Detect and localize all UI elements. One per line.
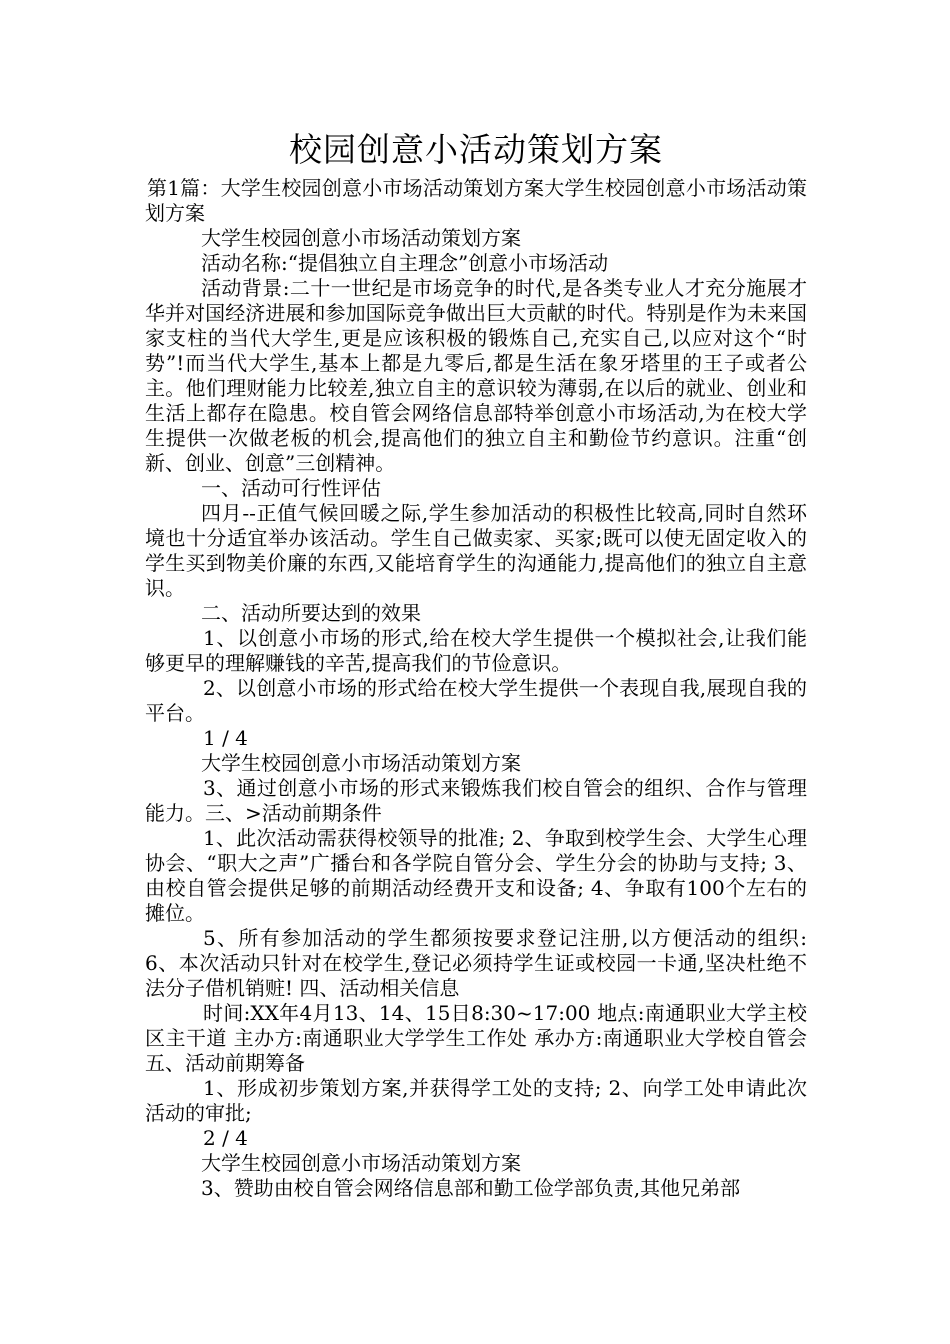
paragraph: 大学生校园创意小市场活动策划方案	[201, 226, 521, 250]
section-heading: 二、活动所要达到的效果	[201, 601, 421, 625]
paragraph: 2、以创意小市场的形式给在校大学生提供一个表现自我,展现自我的平台。	[145, 676, 807, 725]
document-title: 校园创意小活动策划方案	[289, 130, 663, 169]
paragraph: 1、此次活动需获得校领导的批准; 2、争取到校学生会、大学生心理协会、“职大之声”广播台和各学院自管分会、学生分会的协助与支持; 3、由校自管会提供足够的前期活动经费开支和设备; 4、争取有100个左右的摊位。	[145, 826, 807, 925]
running-header: 大学生校园创意小市场活动策划方案	[201, 751, 521, 775]
paragraph: 3、通过创意小市场的形式来锻炼我们校自管会的组织、合作与管理能力。三、>活动前期条件	[145, 776, 807, 825]
section-heading: 一、活动可行性评估	[201, 476, 381, 500]
paragraph: 四月--正值气候回暖之际,学生参加活动的积极性比较高,同时自然环境也十分适宜举办该活动。学生自己做卖家、买家;既可以使无固定收入的学生买到物美价廉的东西,又能培育学生的沟通能力,提高他们的独立自主意识。	[145, 501, 807, 600]
paragraph: 活动背景:二十一世纪是市场竞争的时代,是各类专业人才充分施展才华并对国经济进展和参加国际竞争做出巨大贡献的时代。特别是作为未来国家支柱的当代大学生,更是应该积极的锻炼自己,充实自己,以应对这个“时势”!而当代大学生,基本上都是九零后,都是生活在象牙塔里的王子或者公主。他们理财能力比较差,独立自主的意识较为薄弱,在以后的就业、创业和生活上都存在隐患。校自管会网络信息部特举创意小市场活动,为在校大学生提供一次做老板的机会,提高他们的独立自主和勤俭节约意识。注重“创新、创业、创意”三创精神。	[145, 276, 807, 475]
page-number: 1 / 4	[203, 726, 248, 750]
document-page	[145, 128, 807, 1201]
paragraph: 5、所有参加活动的学生都须按要求登记注册,以方便活动的组织: 6、本次活动只针对在校学生,登记必须持学生证或校园一卡通,坚决杜绝不法分子借机销赃! 四、活动相关信息	[145, 926, 807, 1000]
paragraph: 1、以创意小市场的形式,给在校大学生提供一个模拟社会,让我们能够更早的理解赚钱的辛苦,提高我们的节俭意识。	[145, 626, 807, 675]
paragraph: 时间:XX年4月13、14、15日8:30~17:00 地点:南通职业大学主校区主干道 主办方:南通职业大学学生工作处 承办方:南通职业大学校自管会 五、活动前期筹备	[145, 1001, 807, 1075]
paragraph: 第1篇：大学生校园创意小市场活动策划方案大学生校园创意小市场活动策划方案	[145, 176, 807, 225]
page-number: 2 / 4	[203, 1126, 248, 1150]
running-header: 大学生校园创意小市场活动策划方案	[201, 1151, 521, 1175]
paragraph: 1、形成初步策划方案,并获得学工处的支持; 2、向学工处申请此次活动的审批;	[145, 1076, 807, 1125]
paragraph: 活动名称:“提倡独立自主理念”创意小市场活动	[201, 251, 609, 275]
paragraph: 3、赞助由校自管会网络信息部和勤工俭学部负责,其他兄弟部	[201, 1176, 741, 1200]
